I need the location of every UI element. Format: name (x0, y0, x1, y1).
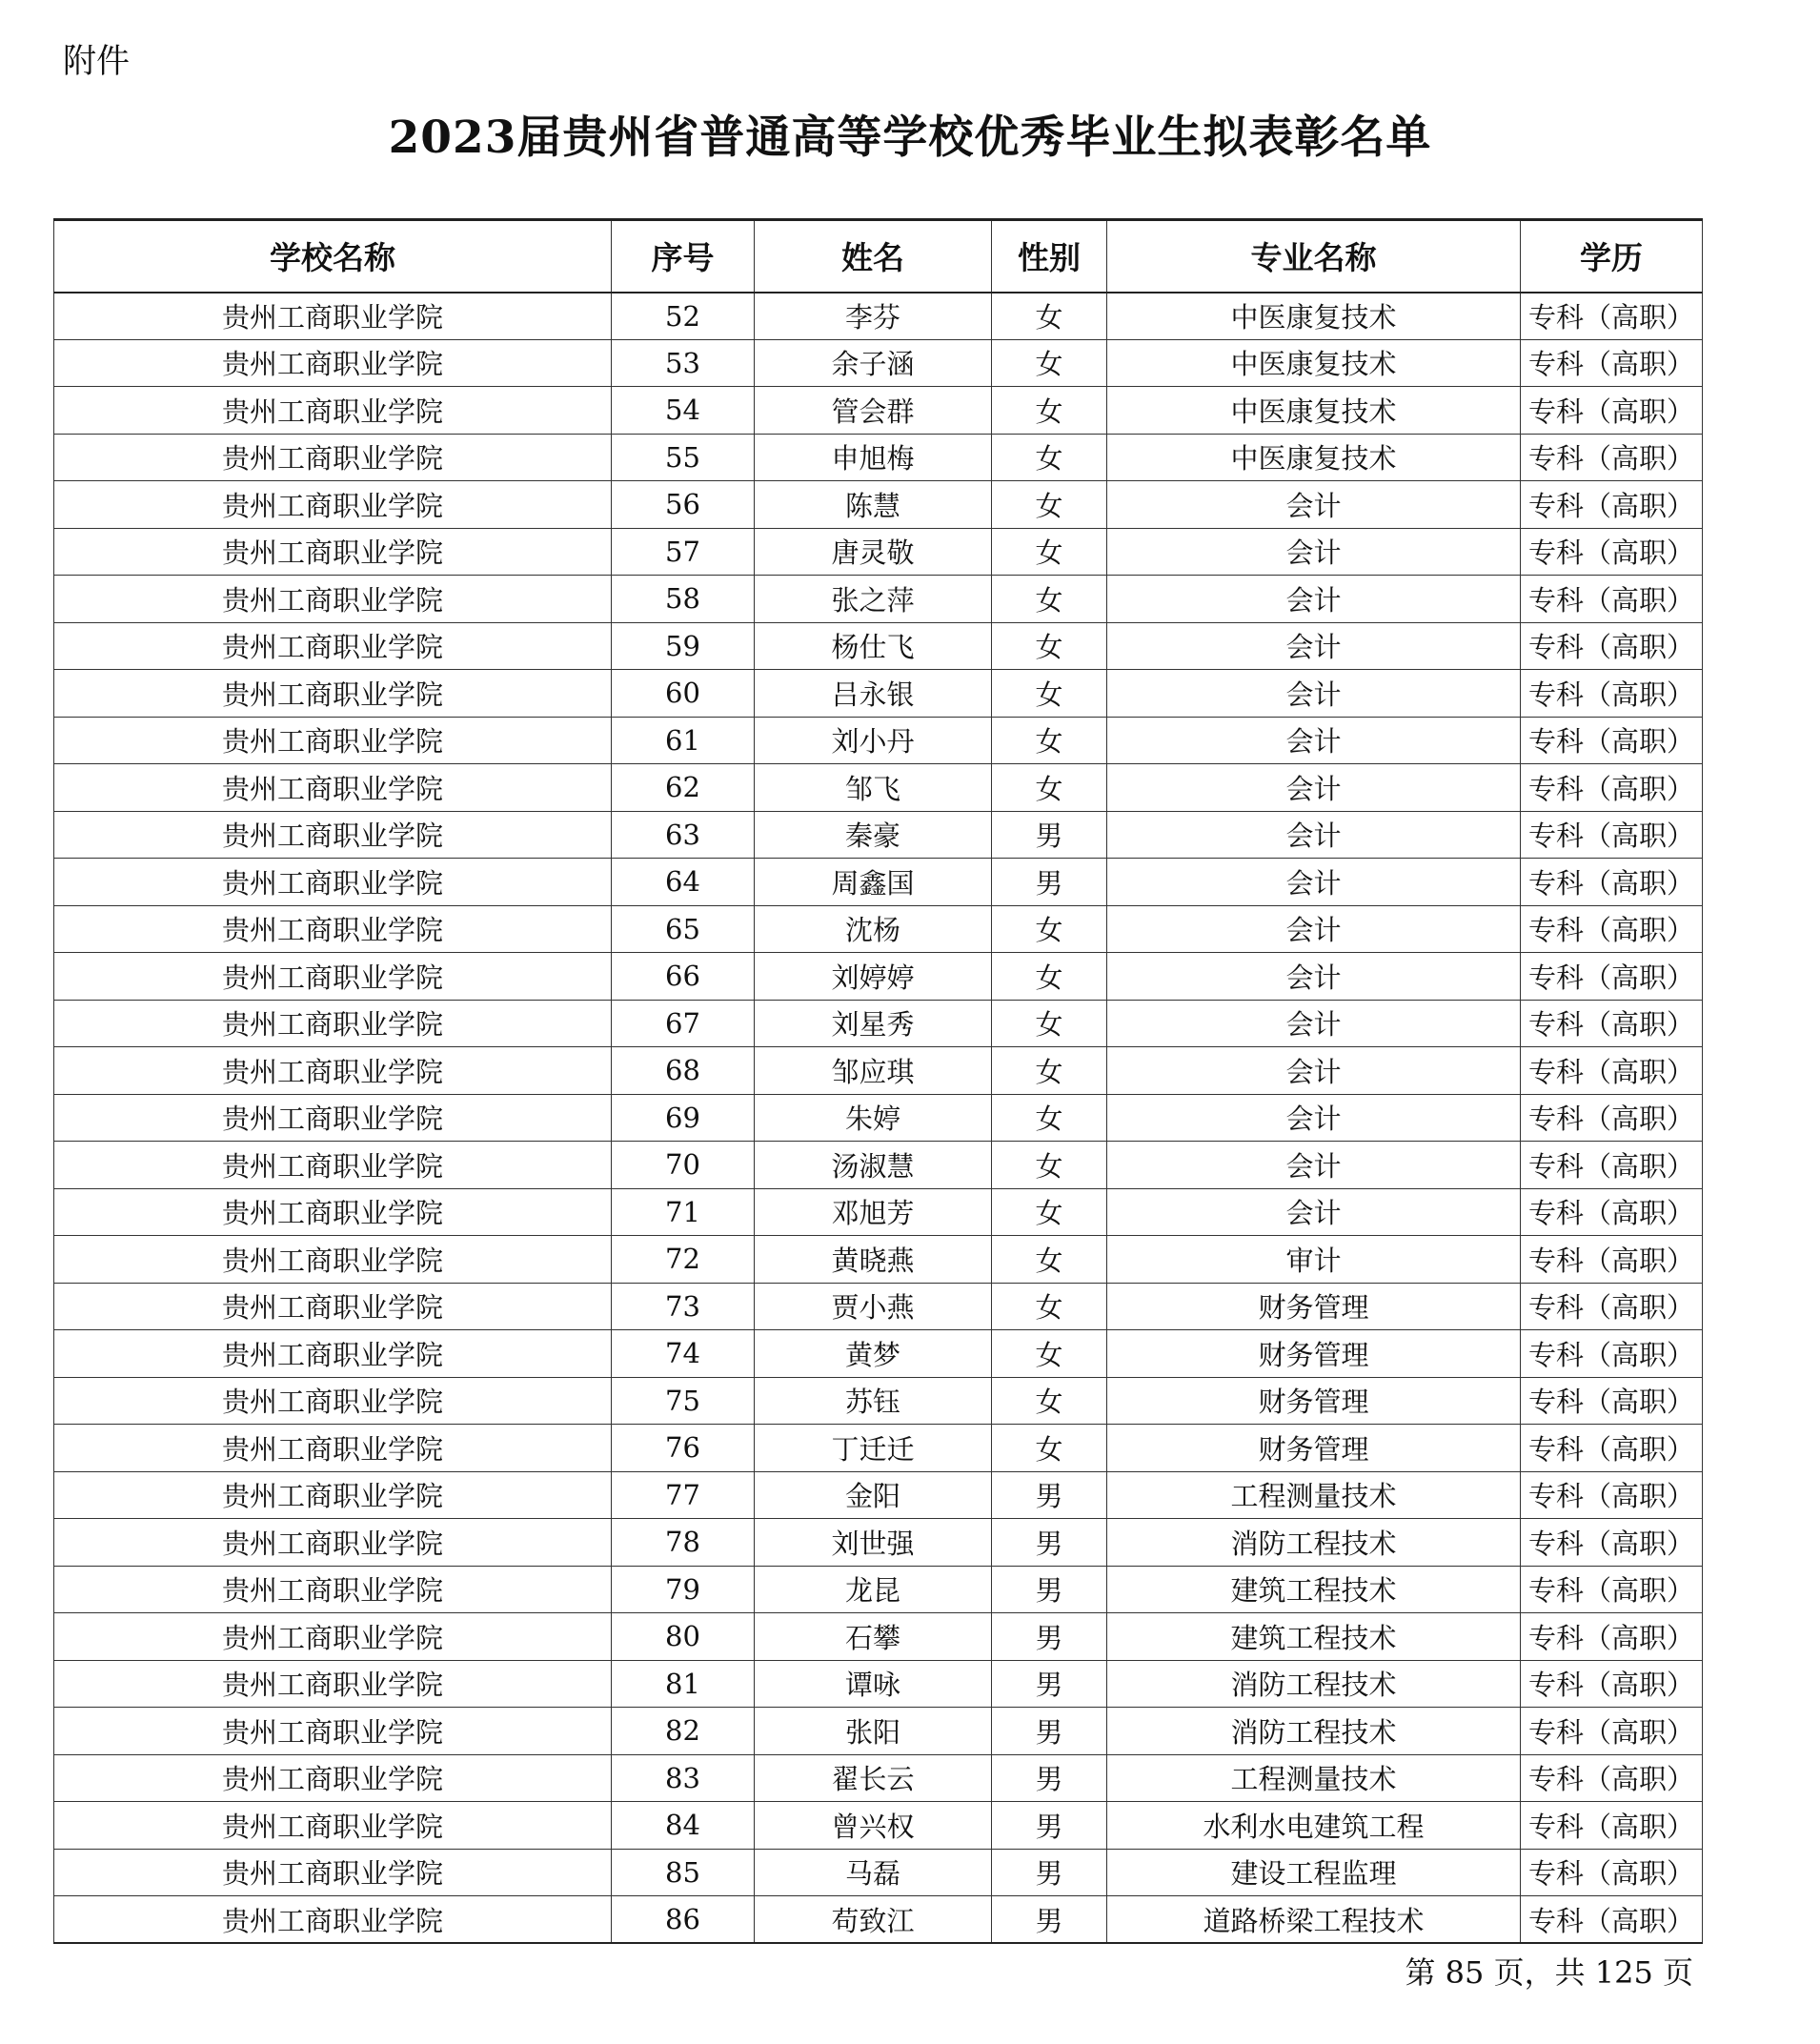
cell-name: 张阳 (755, 1708, 992, 1755)
cell-number: 80 (612, 1613, 755, 1661)
cell-name: 申旭梅 (755, 434, 992, 481)
cell-school: 贵州工商职业学院 (54, 811, 612, 859)
cell-gender: 女 (992, 293, 1107, 340)
cell-major: 财务管理 (1107, 1283, 1521, 1330)
cell-gender: 女 (992, 953, 1107, 1001)
cell-name: 苏钰 (755, 1377, 992, 1425)
table-row (54, 1330, 1703, 1378)
table-row (54, 764, 1703, 812)
cell-number: 81 (612, 1660, 755, 1708)
cell-degree: 专科（高职） (1521, 1425, 1703, 1472)
cell-major: 会计 (1107, 764, 1521, 812)
cell-number: 64 (612, 859, 755, 906)
cell-gender: 女 (992, 1094, 1107, 1142)
cell-degree: 专科（高职） (1521, 905, 1703, 953)
cell-name: 朱婷 (755, 1094, 992, 1142)
table-row (54, 1754, 1703, 1802)
cell-name: 管会群 (755, 387, 992, 435)
cell-degree: 专科（高职） (1521, 811, 1703, 859)
cell-degree: 专科（高职） (1521, 1896, 1703, 1944)
cell-name: 李芬 (755, 293, 992, 340)
cell-school: 贵州工商职业学院 (54, 387, 612, 435)
cell-school: 贵州工商职业学院 (54, 339, 612, 387)
cell-name: 周鑫国 (755, 859, 992, 906)
table-row (54, 1896, 1703, 1944)
table-row (54, 1613, 1703, 1661)
cell-gender: 男 (992, 1471, 1107, 1519)
cell-degree: 专科（高职） (1521, 953, 1703, 1001)
cell-school: 贵州工商职业学院 (54, 1425, 612, 1472)
cell-school: 贵州工商职业学院 (54, 905, 612, 953)
cell-degree: 专科（高职） (1521, 859, 1703, 906)
cell-school: 贵州工商职业学院 (54, 434, 612, 481)
cell-degree: 专科（高职） (1521, 764, 1703, 812)
cell-school: 贵州工商职业学院 (54, 1802, 612, 1850)
cell-degree: 专科（高职） (1521, 1000, 1703, 1047)
table-row (54, 1471, 1703, 1519)
table-row (54, 1377, 1703, 1425)
cell-degree: 专科（高职） (1521, 293, 1703, 340)
cell-degree: 专科（高职） (1521, 481, 1703, 529)
cell-degree: 专科（高职） (1521, 1330, 1703, 1378)
cell-name: 翟长云 (755, 1754, 992, 1802)
cell-major: 会计 (1107, 1142, 1521, 1189)
cell-school: 贵州工商职业学院 (54, 1566, 612, 1613)
cell-name: 杨仕飞 (755, 622, 992, 670)
table-row (54, 387, 1703, 435)
cell-school: 贵州工商职业学院 (54, 953, 612, 1001)
cell-major: 财务管理 (1107, 1377, 1521, 1425)
cell-gender: 男 (992, 1613, 1107, 1661)
cell-number: 73 (612, 1283, 755, 1330)
cell-school: 贵州工商职业学院 (54, 764, 612, 812)
cell-name: 刘世强 (755, 1519, 992, 1567)
cell-degree: 专科（高职） (1521, 1660, 1703, 1708)
column-header-gender: 性别 (992, 220, 1107, 293)
cell-gender: 男 (992, 1519, 1107, 1567)
cell-name: 邓旭芳 (755, 1188, 992, 1236)
cell-major: 会计 (1107, 1188, 1521, 1236)
cell-degree: 专科（高职） (1521, 1613, 1703, 1661)
cell-degree: 专科（高职） (1521, 1754, 1703, 1802)
cell-name: 汤淑慧 (755, 1142, 992, 1189)
page-title: 2023届贵州省普通高等学校优秀毕业生拟表彰名单 (388, 111, 1432, 164)
cell-school: 贵州工商职业学院 (54, 1519, 612, 1567)
cell-name: 谭咏 (755, 1660, 992, 1708)
cell-degree: 专科（高职） (1521, 576, 1703, 623)
cell-name: 刘婷婷 (755, 953, 992, 1001)
cell-major: 会计 (1107, 811, 1521, 859)
table-row (54, 1849, 1703, 1896)
table-row (54, 717, 1703, 764)
cell-major: 会计 (1107, 717, 1521, 764)
cell-school: 贵州工商职业学院 (54, 670, 612, 718)
cell-name: 余子涵 (755, 339, 992, 387)
cell-degree: 专科（高职） (1521, 622, 1703, 670)
cell-gender: 男 (992, 1896, 1107, 1944)
cell-major: 中医康复技术 (1107, 387, 1521, 435)
cell-gender: 女 (992, 481, 1107, 529)
cell-school: 贵州工商职业学院 (54, 1094, 612, 1142)
cell-degree: 专科（高职） (1521, 1566, 1703, 1613)
cell-gender: 女 (992, 1283, 1107, 1330)
cell-number: 60 (612, 670, 755, 718)
cell-number: 66 (612, 953, 755, 1001)
cell-number: 59 (612, 622, 755, 670)
cell-number: 57 (612, 528, 755, 576)
cell-degree: 专科（高职） (1521, 1047, 1703, 1095)
cell-gender: 女 (992, 339, 1107, 387)
cell-major: 财务管理 (1107, 1330, 1521, 1378)
cell-gender: 男 (992, 1566, 1107, 1613)
cell-major: 审计 (1107, 1236, 1521, 1284)
attachment-label: 附件 (63, 43, 131, 81)
cell-number: 77 (612, 1471, 755, 1519)
cell-name: 黄晓燕 (755, 1236, 992, 1284)
cell-number: 53 (612, 339, 755, 387)
cell-number: 74 (612, 1330, 755, 1378)
cell-degree: 专科（高职） (1521, 1708, 1703, 1755)
column-header-major: 专业名称 (1107, 220, 1521, 293)
cell-number: 63 (612, 811, 755, 859)
table-row (54, 528, 1703, 576)
column-header-degree: 学历 (1521, 220, 1703, 293)
table-row (54, 1188, 1703, 1236)
table-header (54, 220, 1703, 293)
cell-gender: 男 (992, 859, 1107, 906)
cell-name: 吕永银 (755, 670, 992, 718)
cell-number: 58 (612, 576, 755, 623)
table-row (54, 953, 1703, 1001)
cell-major: 会计 (1107, 905, 1521, 953)
cell-name: 龙昆 (755, 1566, 992, 1613)
cell-gender: 男 (992, 1849, 1107, 1896)
cell-number: 85 (612, 1849, 755, 1896)
table-row (54, 905, 1703, 953)
cell-major: 建筑工程技术 (1107, 1613, 1521, 1661)
cell-number: 70 (612, 1142, 755, 1189)
cell-gender: 男 (992, 1802, 1107, 1850)
cell-major: 中医康复技术 (1107, 434, 1521, 481)
cell-degree: 专科（高职） (1521, 1849, 1703, 1896)
column-header-school: 学校名称 (54, 220, 612, 293)
cell-name: 黄梦 (755, 1330, 992, 1378)
cell-gender: 女 (992, 1142, 1107, 1189)
table-row (54, 1425, 1703, 1472)
cell-number: 72 (612, 1236, 755, 1284)
cell-number: 79 (612, 1566, 755, 1613)
table-row (54, 1660, 1703, 1708)
cell-number: 84 (612, 1802, 755, 1850)
table-body (54, 293, 1703, 1944)
cell-school: 贵州工商职业学院 (54, 293, 612, 340)
table-row (54, 1047, 1703, 1095)
cell-major: 会计 (1107, 953, 1521, 1001)
cell-gender: 男 (992, 1660, 1107, 1708)
cell-major: 会计 (1107, 1094, 1521, 1142)
cell-degree: 专科（高职） (1521, 1094, 1703, 1142)
cell-major: 消防工程技术 (1107, 1519, 1521, 1567)
cell-degree: 专科（高职） (1521, 528, 1703, 576)
table-row (54, 481, 1703, 529)
cell-major: 中医康复技术 (1107, 293, 1521, 340)
cell-major: 财务管理 (1107, 1425, 1521, 1472)
cell-gender: 女 (992, 1000, 1107, 1047)
cell-degree: 专科（高职） (1521, 1283, 1703, 1330)
cell-number: 67 (612, 1000, 755, 1047)
cell-gender: 女 (992, 1188, 1107, 1236)
cell-number: 75 (612, 1377, 755, 1425)
cell-gender: 女 (992, 670, 1107, 718)
table-row (54, 1708, 1703, 1755)
cell-school: 贵州工商职业学院 (54, 1896, 612, 1944)
cell-gender: 女 (992, 1330, 1107, 1378)
cell-degree: 专科（高职） (1521, 387, 1703, 435)
cell-gender: 女 (992, 434, 1107, 481)
cell-school: 贵州工商职业学院 (54, 1188, 612, 1236)
cell-gender: 女 (992, 1236, 1107, 1284)
cell-number: 54 (612, 387, 755, 435)
cell-school: 贵州工商职业学院 (54, 576, 612, 623)
header-row (54, 220, 1703, 293)
column-header-number: 序号 (612, 220, 755, 293)
cell-name: 张之萍 (755, 576, 992, 623)
table-row (54, 811, 1703, 859)
cell-gender: 女 (992, 622, 1107, 670)
table-row (54, 859, 1703, 906)
cell-gender: 女 (992, 764, 1107, 812)
cell-gender: 女 (992, 717, 1107, 764)
cell-number: 71 (612, 1188, 755, 1236)
cell-name: 陈慧 (755, 481, 992, 529)
cell-major: 中医康复技术 (1107, 339, 1521, 387)
table-row (54, 339, 1703, 387)
cell-name: 刘星秀 (755, 1000, 992, 1047)
cell-school: 贵州工商职业学院 (54, 528, 612, 576)
cell-number: 83 (612, 1754, 755, 1802)
cell-school: 贵州工商职业学院 (54, 1377, 612, 1425)
cell-number: 68 (612, 1047, 755, 1095)
cell-school: 贵州工商职业学院 (54, 1849, 612, 1896)
table-row (54, 1802, 1703, 1850)
cell-name: 唐灵敬 (755, 528, 992, 576)
table-row (54, 1094, 1703, 1142)
cell-number: 76 (612, 1425, 755, 1472)
table-row (54, 1142, 1703, 1189)
cell-major: 会计 (1107, 1047, 1521, 1095)
cell-name: 金阳 (755, 1471, 992, 1519)
table-row (54, 622, 1703, 670)
cell-school: 贵州工商职业学院 (54, 717, 612, 764)
cell-name: 刘小丹 (755, 717, 992, 764)
cell-degree: 专科（高职） (1521, 1142, 1703, 1189)
cell-school: 贵州工商职业学院 (54, 1330, 612, 1378)
cell-name: 丁迁迁 (755, 1425, 992, 1472)
cell-gender: 女 (992, 1047, 1107, 1095)
cell-number: 78 (612, 1519, 755, 1567)
cell-school: 贵州工商职业学院 (54, 1708, 612, 1755)
cell-major: 建筑工程技术 (1107, 1566, 1521, 1613)
cell-number: 65 (612, 905, 755, 953)
cell-school: 贵州工商职业学院 (54, 859, 612, 906)
cell-major: 会计 (1107, 859, 1521, 906)
cell-degree: 专科（高职） (1521, 1377, 1703, 1425)
table-row (54, 434, 1703, 481)
cell-school: 贵州工商职业学院 (54, 1754, 612, 1802)
cell-name: 马磊 (755, 1849, 992, 1896)
cell-gender: 男 (992, 811, 1107, 859)
cell-number: 56 (612, 481, 755, 529)
page-number: 第 85 页，共 125 页 (1405, 1954, 1693, 1991)
cell-number: 82 (612, 1708, 755, 1755)
cell-number: 55 (612, 434, 755, 481)
cell-gender: 男 (992, 1754, 1107, 1802)
cell-name: 苟致江 (755, 1896, 992, 1944)
cell-gender: 女 (992, 387, 1107, 435)
cell-major: 会计 (1107, 622, 1521, 670)
cell-major: 会计 (1107, 1000, 1521, 1047)
cell-name: 石攀 (755, 1613, 992, 1661)
cell-school: 贵州工商职业学院 (54, 622, 612, 670)
cell-gender: 女 (992, 905, 1107, 953)
table-row (54, 1236, 1703, 1284)
cell-major: 会计 (1107, 481, 1521, 529)
cell-school: 贵州工商职业学院 (54, 1142, 612, 1189)
cell-major: 道路桥梁工程技术 (1107, 1896, 1521, 1944)
cell-number: 62 (612, 764, 755, 812)
cell-school: 贵州工商职业学院 (54, 1236, 612, 1284)
cell-gender: 男 (992, 1708, 1107, 1755)
cell-gender: 女 (992, 576, 1107, 623)
cell-school: 贵州工商职业学院 (54, 1047, 612, 1095)
cell-number: 86 (612, 1896, 755, 1944)
cell-degree: 专科（高职） (1521, 1471, 1703, 1519)
table-row (54, 670, 1703, 718)
cell-major: 会计 (1107, 670, 1521, 718)
cell-major: 消防工程技术 (1107, 1660, 1521, 1708)
cell-school: 贵州工商职业学院 (54, 1471, 612, 1519)
cell-degree: 专科（高职） (1521, 1188, 1703, 1236)
cell-school: 贵州工商职业学院 (54, 1283, 612, 1330)
cell-major: 工程测量技术 (1107, 1754, 1521, 1802)
table-row (54, 1000, 1703, 1047)
cell-name: 秦豪 (755, 811, 992, 859)
cell-degree: 专科（高职） (1521, 1519, 1703, 1567)
cell-degree: 专科（高职） (1521, 434, 1703, 481)
cell-name: 邹应琪 (755, 1047, 992, 1095)
cell-degree: 专科（高职） (1521, 1236, 1703, 1284)
cell-degree: 专科（高职） (1521, 1802, 1703, 1850)
graduates-table (53, 218, 1703, 1944)
column-header-name: 姓名 (755, 220, 992, 293)
table-row (54, 576, 1703, 623)
cell-degree: 专科（高职） (1521, 670, 1703, 718)
cell-major: 会计 (1107, 576, 1521, 623)
cell-name: 邹飞 (755, 764, 992, 812)
cell-number: 52 (612, 293, 755, 340)
table-row (54, 1519, 1703, 1567)
cell-school: 贵州工商职业学院 (54, 1613, 612, 1661)
cell-name: 沈杨 (755, 905, 992, 953)
cell-degree: 专科（高职） (1521, 717, 1703, 764)
table-row (54, 1283, 1703, 1330)
cell-degree: 专科（高职） (1521, 339, 1703, 387)
table-row (54, 1566, 1703, 1613)
cell-gender: 女 (992, 528, 1107, 576)
cell-name: 贾小燕 (755, 1283, 992, 1330)
cell-gender: 女 (992, 1425, 1107, 1472)
cell-school: 贵州工商职业学院 (54, 1660, 612, 1708)
table-row (54, 293, 1703, 340)
cell-name: 曾兴权 (755, 1802, 992, 1850)
cell-number: 69 (612, 1094, 755, 1142)
cell-gender: 女 (992, 1377, 1107, 1425)
cell-major: 会计 (1107, 528, 1521, 576)
cell-number: 61 (612, 717, 755, 764)
cell-school: 贵州工商职业学院 (54, 481, 612, 529)
cell-major: 工程测量技术 (1107, 1471, 1521, 1519)
cell-school: 贵州工商职业学院 (54, 1000, 612, 1047)
cell-major: 消防工程技术 (1107, 1708, 1521, 1755)
cell-major: 水利水电建筑工程 (1107, 1802, 1521, 1850)
cell-major: 建设工程监理 (1107, 1849, 1521, 1896)
